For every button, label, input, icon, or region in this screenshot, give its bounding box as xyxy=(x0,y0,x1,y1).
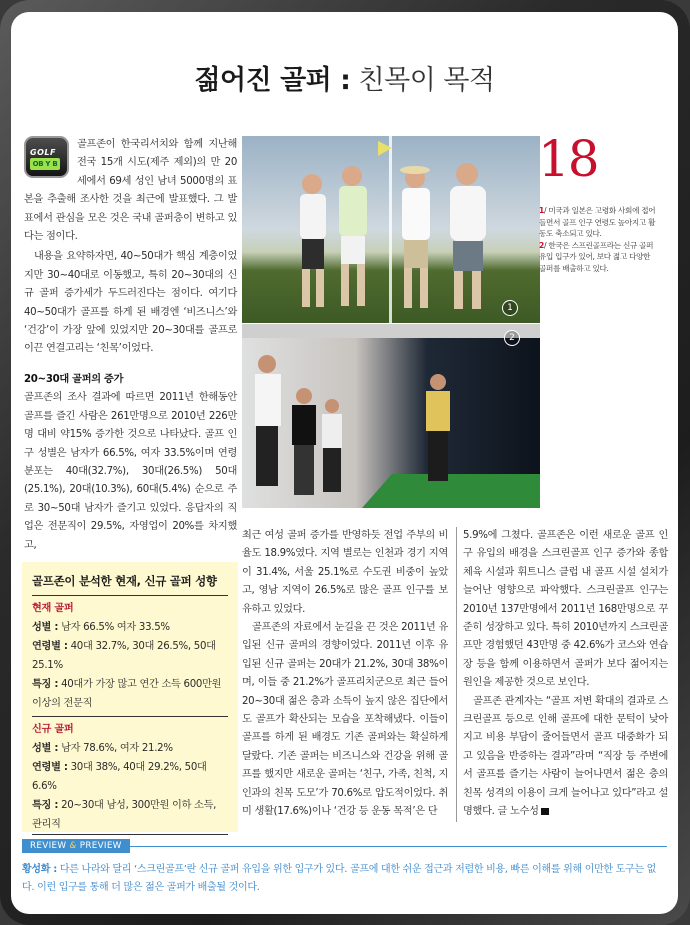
paragraph: 골프존의 자료에서 눈길을 끈 것은 2011년 유입된 신규 골퍼의 경향이었다. 2011년 이후 유입된 신규 골퍼는 20대가 21.2%, 30대 38%이며, 이들 중 21.2%가 골프리치군으로 최근 들어 20~30대 젊은 층과 소득이 높지 않은 집단에서도 골프가 확산되는 모습을 포착해냈다. 이들이 골프를 하게 된 배경도 기존 골퍼와는 확실하게 달랐다. 기존 골퍼는 비즈니스와 건강을 위해 골프를 했지만 새로운 골퍼는 ‘친구, 가족, 친척, 지인과의 친목 도모’가 70.6%로 압도적이었다. 취미 생활(17.6%)이나 ‘건강 등 운동 목적’은 단 xyxy=(242,622,448,818)
review-author: 황성화 : xyxy=(22,864,57,875)
current-golfer-heading: 현재 골퍼 xyxy=(32,603,74,614)
golfer-figure xyxy=(300,174,326,307)
paragraph: 골프존의 조사 결과에 따르면 2011년 한해동안 골프를 즐긴 사람은 261만명으로 2010년 226만명 대비 약15% 증가한 것으로 나타났다. 골프 인구 성별은 남자가 66.5%, 여자 33.5%이며 연령 분포는 40대(32.7%), 30대(26.5%) 50대(25.1%), 20대(10.3%), 60대(5.4%) 순으로 주로 30~50대 남자가 즐기고 있었다. 응답자의 직업은 전문직이 29.5%, 자영업이 20%를 차지했고, xyxy=(24,392,237,551)
photo-screen-golf xyxy=(242,324,540,508)
golfer-figure xyxy=(426,374,450,481)
golf-logo-icon xyxy=(24,136,69,178)
person-figure xyxy=(255,355,281,486)
person-figure xyxy=(322,399,342,492)
photo-caption: 1/ 미국과 일본은 고령화 사회에 접어들면서 골프 인구 연령도 높아지고 활동도 축소되고 있다. 2/ 한국은 스프린골프라는 신규 골퍼 유입 입구가 있어, 보다 젊고 다양한 골퍼를 배출하고 있다. xyxy=(539,206,656,273)
logo-text-1: GOLF xyxy=(30,148,56,157)
paragraph: 5.9%에 그쳤다. 골프존은 이런 새로운 골프 인구 유입의 배경을 스크린골프 인구 증가와 종합 체육 시설과 휘트니스 클럽 내 골프 시설 설치가 늘어난 영향으로 파악했다. 스크린골프 인구는 2010년 137만명에서 2011년 168만명으로 꾸준히 성장하고 있다. 특히 2010년까지 스크린골프만 경험했던 43만명 중 42.6%가 코스와 연습장 등을 함께 이용하면서 골퍼가 보다 젊어지는 원인을 제공한 것으로 보인다. xyxy=(463,530,668,689)
title-main: 젊어진 골퍼 : xyxy=(194,65,351,96)
stats-sidebox xyxy=(22,562,238,832)
new-gender: 성별 : 남자 78.6%, 여자 21.2% xyxy=(32,743,173,754)
new-feature: 특징 : 20~30대 남성, 300만원 이하 소득, 관리직 xyxy=(32,796,228,835)
article-column-2 xyxy=(242,527,448,822)
intro-paragraph: 골프존이 한국리서치와 함께 지난해 전국 15개 시도(제주 제외)의 만 20세에서 69세 성인 남녀 5000명의 표본을 추출해 조사한 것을 최근에 발표했다. 그 발표에서 관심을 모은 것은 국내 골퍼층이 변하고 있다는 점이다. xyxy=(24,139,237,243)
logo-text-2: OB Y B xyxy=(30,158,60,170)
golfer-figure xyxy=(339,166,367,306)
new-age: 연령별 : 30대 38%, 40대 29.2%, 50대 6.6% xyxy=(32,762,207,792)
page-number: 18 xyxy=(538,130,598,188)
end-mark-icon xyxy=(541,808,549,815)
byline: 글 노수성 xyxy=(497,806,539,818)
photo-number-badge: 2 xyxy=(504,330,520,346)
article-column-1 xyxy=(24,136,237,555)
photo-senior-golfers xyxy=(242,136,540,323)
review-preview-tag: REVIEW & PREVIEW xyxy=(22,839,130,853)
title-sub: 친목이 목적 xyxy=(358,65,495,96)
current-feature: 특징 : 40대가 가장 많고 연간 소득 600만원 이상의 전문직 xyxy=(32,679,222,709)
screen-golf-illustration xyxy=(242,324,540,508)
current-gender: 성별 : 남자 66.5% 여자 33.5% xyxy=(32,622,170,633)
sidebox-title: 골프존이 분석한 현재, 신규 골퍼 성향 xyxy=(32,572,228,596)
paragraph: 골프존 관계자는 “골프 저변 확대의 결과로 스크린골프 등으로 인해 골프에 대한 문턱이 낮아지고 비용 부담이 줄어들면서 골프 대중화가 되고 있음을 반증하는 결과”라며 “직장 등 주변에서 골프를 즐기는 사람이 늘어나면서 젊은 층의 친목 성격의 이용이 크게 늘어나고 있다”라고 설명했다. 글 노수성 xyxy=(463,695,668,818)
paragraph: 최근 여성 골퍼 증가를 반영하듯 전업 주부의 비율도 18.9%였다. 지역 별로는 인천과 경기 지역이 31.4%, 서울 25.1%로 수도권 비중이 높았고, 영남 지역이 26.5%로 많은 골프 인구를 보유하고 있었다. xyxy=(242,530,448,615)
article-column-3 xyxy=(463,527,668,822)
photo-number-badge: 1 xyxy=(502,300,518,316)
golfer-figure xyxy=(400,166,430,308)
new-golfer-heading: 신규 골퍼 xyxy=(32,724,74,735)
divider xyxy=(32,716,228,717)
golfer-figure xyxy=(450,163,486,309)
paragraph: 내용을 요약하자면, 40~50대가 핵심 계층이었지만 30~40대로 이동했고, 특히 20~30대의 신규 골퍼 증가세가 두드러진다는 점이다. 여기다 40~50대가 골프를 하게 된 배경엔 ‘비즈니스’와 ‘건강’이 가장 앞에 있었지만 20~30대를 골프로 이끈 연결고리는 ‘친목’이었다. xyxy=(24,251,237,355)
current-age: 연령별 : 40대 32.7%, 30대 26.5%, 50대 25.1% xyxy=(32,641,216,671)
review-text: 황성화 : 다른 나라와 달리 ‘스크린골프’란 신규 골퍼 유입을 위한 입구가 있다. 골프에 대한 쉬운 접근과 저렴한 비용, 빠른 이해를 위해 이만한 도구는 없다. 이런 입구를 통해 더 많은 젊은 골퍼가 배출될 것이다. xyxy=(22,864,656,893)
golfers-illustration xyxy=(242,136,540,323)
person-figure xyxy=(292,388,316,495)
column-divider xyxy=(456,527,457,822)
section-subhead: 20~30대 골퍼의 증가 xyxy=(24,373,124,385)
magazine-page xyxy=(11,12,678,914)
page-title xyxy=(11,58,678,97)
